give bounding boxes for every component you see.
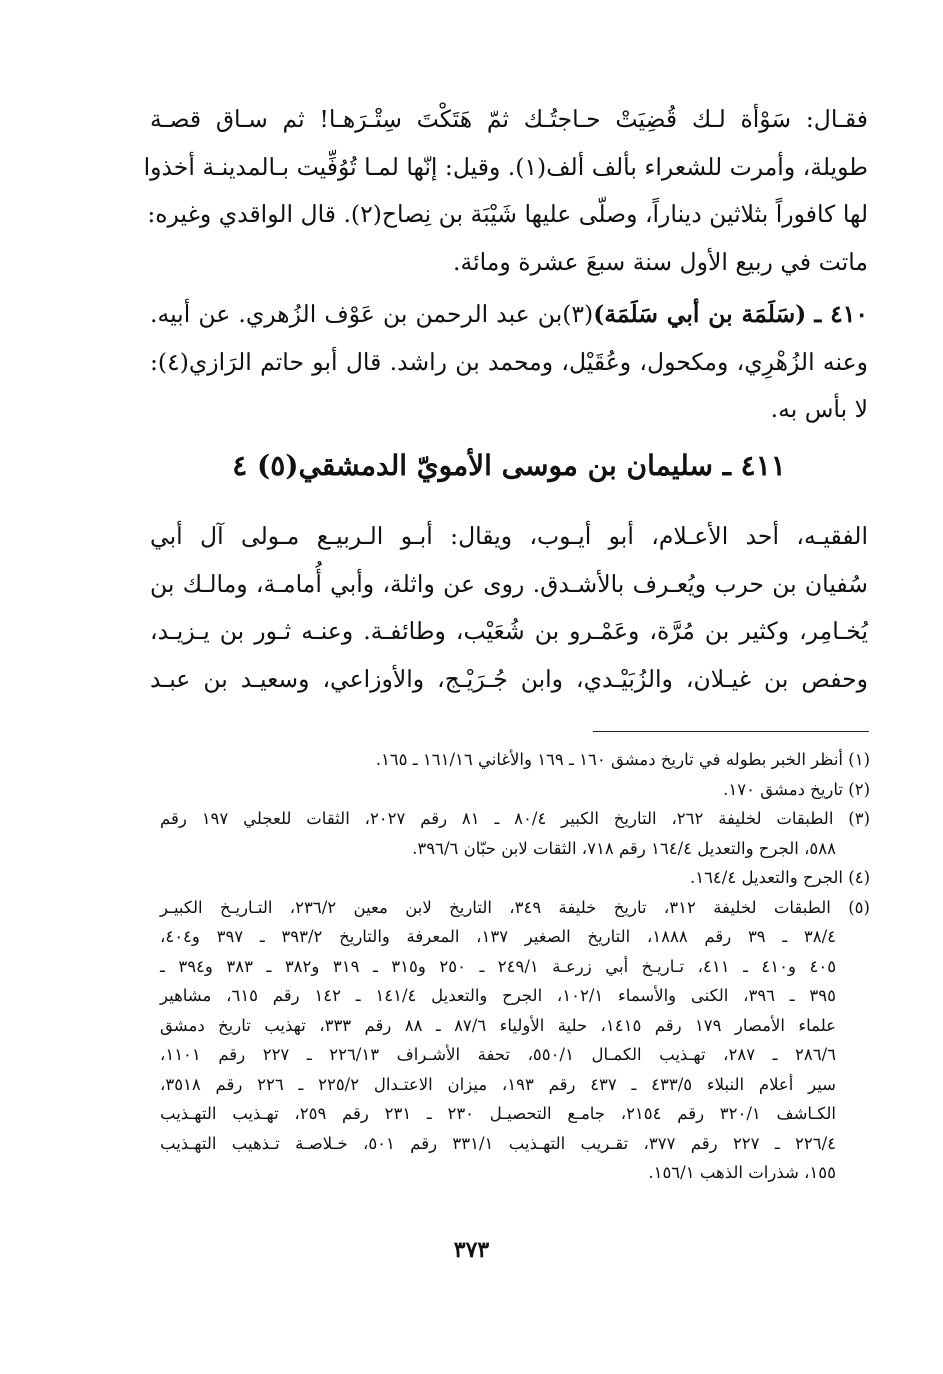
footnote-5-continuation: الكـاشف ٣٢٠/١ رقم ٢١٥٤، جامـع التحصيـل ٢٣٠ ـ ٢٣١ رقم ٢٥٩، تهـذيب التهـذيب [160,1104,836,1123]
text-line: الفقيـه، أحد الأعـلام، أبو أيـوب، ويقال: أبـو الـربيـع مـولى آل أبي [150,522,868,550]
footnote-5-continuation: ٢٢٦/٤ ـ ٢٢٧ رقم ٣٧٧، تقـريب التهـذيب ٣٣١/١ رقم ٥٠١، خـلاصـة تـذهيب التهـذيب [160,1133,837,1153]
footnote-5: (٥) الطبقات لخليفة ٣١٢، تاريخ خليفة ٣٤٩، التاريخ لابن معين ٢٣٦/٢، التـاريـخ الكبيـر [160,897,870,917]
footnote-5-continuation: ١٥٥، شذرات الذهب ١٥٦/١. [648,1163,836,1182]
entry-411-heading: ٤١١ ـ سليمان بن موسى الأمويّ الدمشقي(٥) ٤ [232,449,786,482]
entry-number: ٤١٠ ـ [814,300,868,328]
text-line: ماتت في ربيع الأول سنة سبعَ عشرة ومائة. [453,247,868,276]
text-line: وحفص بن غيـلان، والزُبَيْـدي، وابن جُـرَيْـج، والأوزاعي، وسعيـد بن عبـد [150,664,868,693]
footnote-1: (١) أنظر الخبر بطوله في تاريخ دمشق ١٦٠ ـ ١٦٩ والأغاني ١٦١/١٦ ـ ١٦٥. [375,750,870,769]
footnote-3-continuation: ٥٨٨، الجرح والتعديل ١٦٤/٤ رقم ٧١٨، الثقات لابن حبّان ٣٩٦/٦. [412,838,836,858]
footnote-2: (٢) تاريخ دمشق ١٧٠. [723,779,870,799]
footnotes [160,745,870,1188]
text-line: فقـال: سَوْأة لـك قُضِيَتْ حـاجتُـك ثمّ هَتَكْتَ سِتْـرَهـا! ثم سـاق قصـة [150,105,868,133]
text-line: لها كافوراً بثلاثين ديناراً، وصلّى عليها شَيْبَة بن نِصاح(٢). قال الواقدي وغيره: [147,200,868,228]
footnote-3: (٣) الطبقات لخليفة ٢٦٢، التاريخ الكبير ٨٠/٤ ـ ٨١ رقم ٢٠٢٧، الثقات للعجلي ١٩٧ رقم [160,809,870,828]
text-line: وعنه الزُهْرِي، ومكحول، وعُقَيْل، ومحمد بن راشد. قال أبو حاتم الرَازي(٤): [150,347,868,376]
footnote-5-continuation: سير أعلام النبلاء ٤٣٣/٥ ـ ٤٣٧ رقم ١٩٣، ميزان الاعتـدال ٢٢٥/٢ ـ ٢٢٦ رقم ٣٥١٨، [160,1074,837,1094]
entry-411-body [150,513,868,703]
footnote-5-continuation: ٢٨٦/٦ ـ ٢٨٧، تهـذيب الكمـال ٥٥٠/١، تحفة الأشـراف ٢٢٦/١٣ ـ ٢٢٧ رقم ١١٠١، [160,1045,837,1064]
footnote-separator [593,731,869,732]
paragraph-continuation [143,96,868,286]
footnote-5-continuation: ٤٠٥ و٤١٠ ـ ٤١١، تـاريـخ أبي زرعـة ٢٤٩/١ ـ ٢٥٠ و٣١٥ ـ ٣١٩ و٣٨٢ ـ ٣٨٣ و٣٩٤ ـ [160,956,837,976]
entry-410-first-line [150,291,868,339]
footnote-5-continuation: علماء الأمصار ١٧٩ رقم ١٤١٥، حلية الأولياء ٨٧/٦ ـ ٨٨ رقم ٣٣٣، تهذيب تاريخ دمشق [160,1015,837,1035]
text-line: لا بأس به. [770,395,868,423]
entry-name: (سَلَمَة بن أبي سَلَمَة) [593,300,807,328]
entry-410 [150,291,868,434]
text-line: طويلة، وأمرت للشعراء بألف ألف(١). وقيل: إنّها لمـا تُوُفِّيت بـالمدينـة أخذوا [143,152,868,181]
text-line: يُخـامِر، وكثير بن مُرَّة، وعَمْـرو بن شُعَيْب، وطائفـة. وعنـه ثـور بن يـزيـد، [150,617,868,645]
page-number: ٣٧٣ [453,1237,490,1263]
entry-text: (٣)بن عبد الرحمن بن عَوْف الزُهري. عن أبيه. [150,300,594,328]
footnote-5-continuation: ٣٩٥ ـ ٣٩٦، الكنى والأسماء ١٠٢/١، الجرح والتعديل ١٤١/٤ ـ ١٤٢ رقم ٦١٥، مشاهير [160,986,836,1005]
footnote-5-continuation: ٣٨/٤ ـ ٣٩ رقم ١٨٨٨، التاريخ الصغير ١٣٧، المعرفة والتاريخ ٣٩٣/٢ ـ ٣٩٧ و٤٠٤، [160,927,837,946]
footnote-4: (٤) الجرح والتعديل ١٦٤/٤. [689,868,870,887]
text-line: سُفيان بن حرب ويُعـرف بالأشـدق. روى عن واثلة، وأبي أُمامـة، ومالـك بن [150,569,868,598]
